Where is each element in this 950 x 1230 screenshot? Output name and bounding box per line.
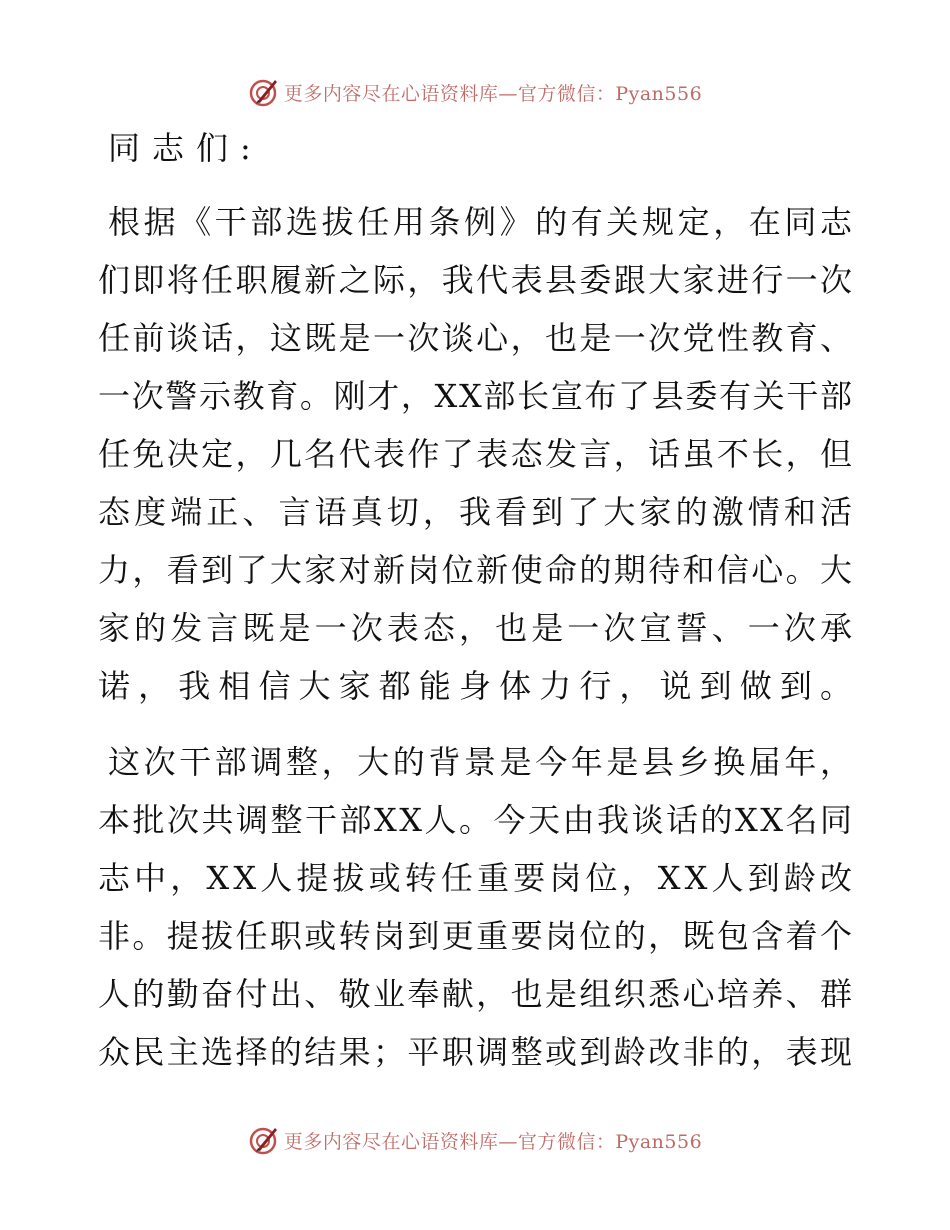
paragraph-line: 诺，我相信大家都能身体力行，说到做到。 (98, 667, 861, 705)
paragraph-line: 本批次共调整干部XX人。今天由我谈话的XX名同 (98, 801, 855, 839)
paragraph-line: 一次警示教育。刚才，XX部长宣布了县委有关干部 (98, 377, 854, 415)
footer-banner (0, 1120, 950, 1160)
paragraph-line: 根据《干部选拔任用条例》的有关规定，在同志 (108, 203, 856, 241)
quill-logo-icon (248, 76, 280, 108)
paragraph-line: 众民主选择的结果；平职调整或到龄改非的，表现 (98, 1033, 855, 1071)
paragraph-line: 人的勤奋付出、敬业奉献，也是组织悉心培养、群 (98, 975, 855, 1013)
paragraph-line: 们即将任职履新之际，我代表县委跟大家进行一次 (98, 261, 855, 299)
paragraph-line: 力，看到了大家对新岗位新使命的期待和信心。大 (98, 551, 855, 589)
paragraph-line: 任免决定，几名代表作了表态发言，话虽不长，但 (98, 435, 855, 473)
paragraph-line: 任前谈话，这既是一次谈心，也是一次党性教育、 (98, 319, 855, 357)
paragraph-line: 志中，XX人提拔或转任重要岗位，XX人到龄改 (98, 859, 857, 897)
paragraph-line: 这次干部调整，大的背景是今年是县乡换届年， (108, 743, 856, 781)
paragraph-line: 家的发言既是一次表态，也是一次宣誓、一次承 (98, 609, 857, 647)
paragraph-line: 非。提拔任职或转岗到更重要岗位的，既包含着个 (98, 917, 855, 955)
header-banner-text: 更多内容尽在心语资料库—官方微信：Pyan556 (283, 82, 703, 105)
quill-logo-icon (248, 1124, 280, 1156)
salutation: 同志们: (108, 129, 263, 167)
header-banner (0, 72, 950, 112)
footer-banner-text: 更多内容尽在心语资料库—官方微信：Pyan556 (283, 1130, 703, 1153)
paragraph-line: 态度端正、言语真切，我看到了大家的激情和活 (98, 493, 857, 531)
